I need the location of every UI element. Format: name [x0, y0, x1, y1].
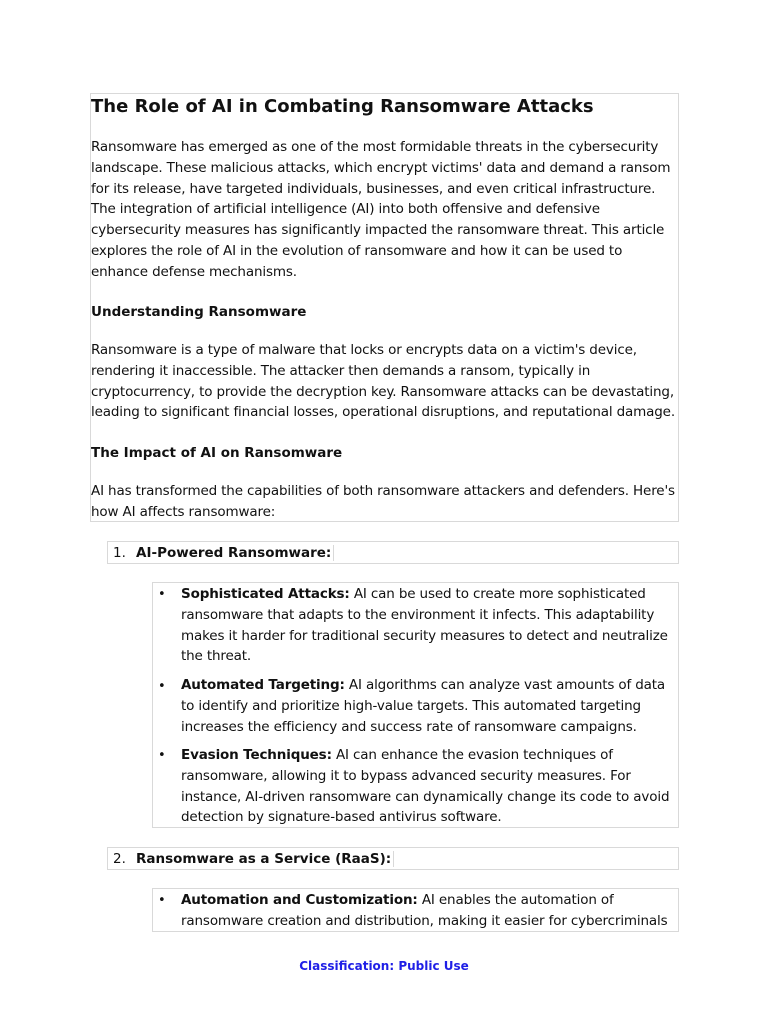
- list-item-number: 1.: [113, 545, 126, 561]
- list-item: [181, 890, 678, 932]
- list-item: [181, 584, 678, 667]
- list-item-title: AI-Powered Ransomware:: [136, 543, 334, 563]
- intro-paragraph: Ransomware has emerged as one of the most formidable threats in the cybersecurity landscape. These malicious attacks, which encrypt victims' data and demand a ransom for its release, have targeted individuals, businesses, and even critical infrastructure. The integration of artificial intelligence (AI) into both offensive and defensive cybersecurity measures has significantly impacted the ransomware threat. This article explores the role of AI in the evolution of ransomware and how it can be used to enhance defense mechanisms.: [91, 139, 671, 280]
- bullet-icon: •: [158, 587, 166, 602]
- item-term: Automated Targeting:: [181, 677, 345, 693]
- list-item: [181, 745, 678, 828]
- bullet-icon: •: [158, 679, 166, 694]
- list-item-number: 2.: [113, 851, 126, 867]
- bullet-icon: •: [158, 748, 166, 763]
- item-term: Sophisticated Attacks:: [181, 586, 350, 602]
- section-body-understanding: Ransomware is a type of malware that locks or encrypts data on a victim's device, rendering it inaccessible. The attacker then demands a ransom, typically in cryptocurrency, to provide the decryption key. Ransomware attacks can be devastating, leading to significant financial losses, operational disruptions, and reputational damage.: [91, 342, 675, 421]
- item-text: AI algorithms can analyze vast amounts of data to identify and prioritize high-value targets. This automated targeting increases the efficiency and success rate of ransomware campaigns.: [181, 677, 666, 735]
- sublist-frame: [152, 888, 679, 932]
- list-item-title: Ransomware as a Service (RaaS):: [136, 849, 394, 869]
- item-term: Evasion Techniques:: [181, 747, 332, 763]
- bullet-icon: •: [158, 893, 166, 908]
- item-text: AI can be used to create more sophisticated ransomware that adapts to the environment it infects. This adaptability makes it harder for traditional security measures to detect and neutralize the threat.: [181, 586, 668, 665]
- section-heading-understanding: Understanding Ransomware: [91, 304, 307, 320]
- item-text: AI enables the automation of ransomware creation and distribution, making it easier for cybercriminals: [181, 892, 668, 929]
- classification-label: Classification: Public Use: [299, 959, 469, 973]
- section-body-impact: AI has transformed the capabilities of both ransomware attackers and defenders. Here's how AI affects ransomware:: [91, 483, 675, 520]
- list-item: [181, 675, 678, 737]
- section-heading-impact: The Impact of AI on Ransomware: [91, 445, 343, 461]
- item-term: Automation and Customization:: [181, 892, 418, 908]
- article-title: The Role of AI in Combating Ransomware Attacks: [91, 96, 594, 117]
- item-text: AI can enhance the evasion techniques of ransomware, allowing it to bypass advanced security measures. For instance, AI-driven ransomware can dynamically change its code to avoid detection by signature-based antivirus software.: [181, 747, 670, 826]
